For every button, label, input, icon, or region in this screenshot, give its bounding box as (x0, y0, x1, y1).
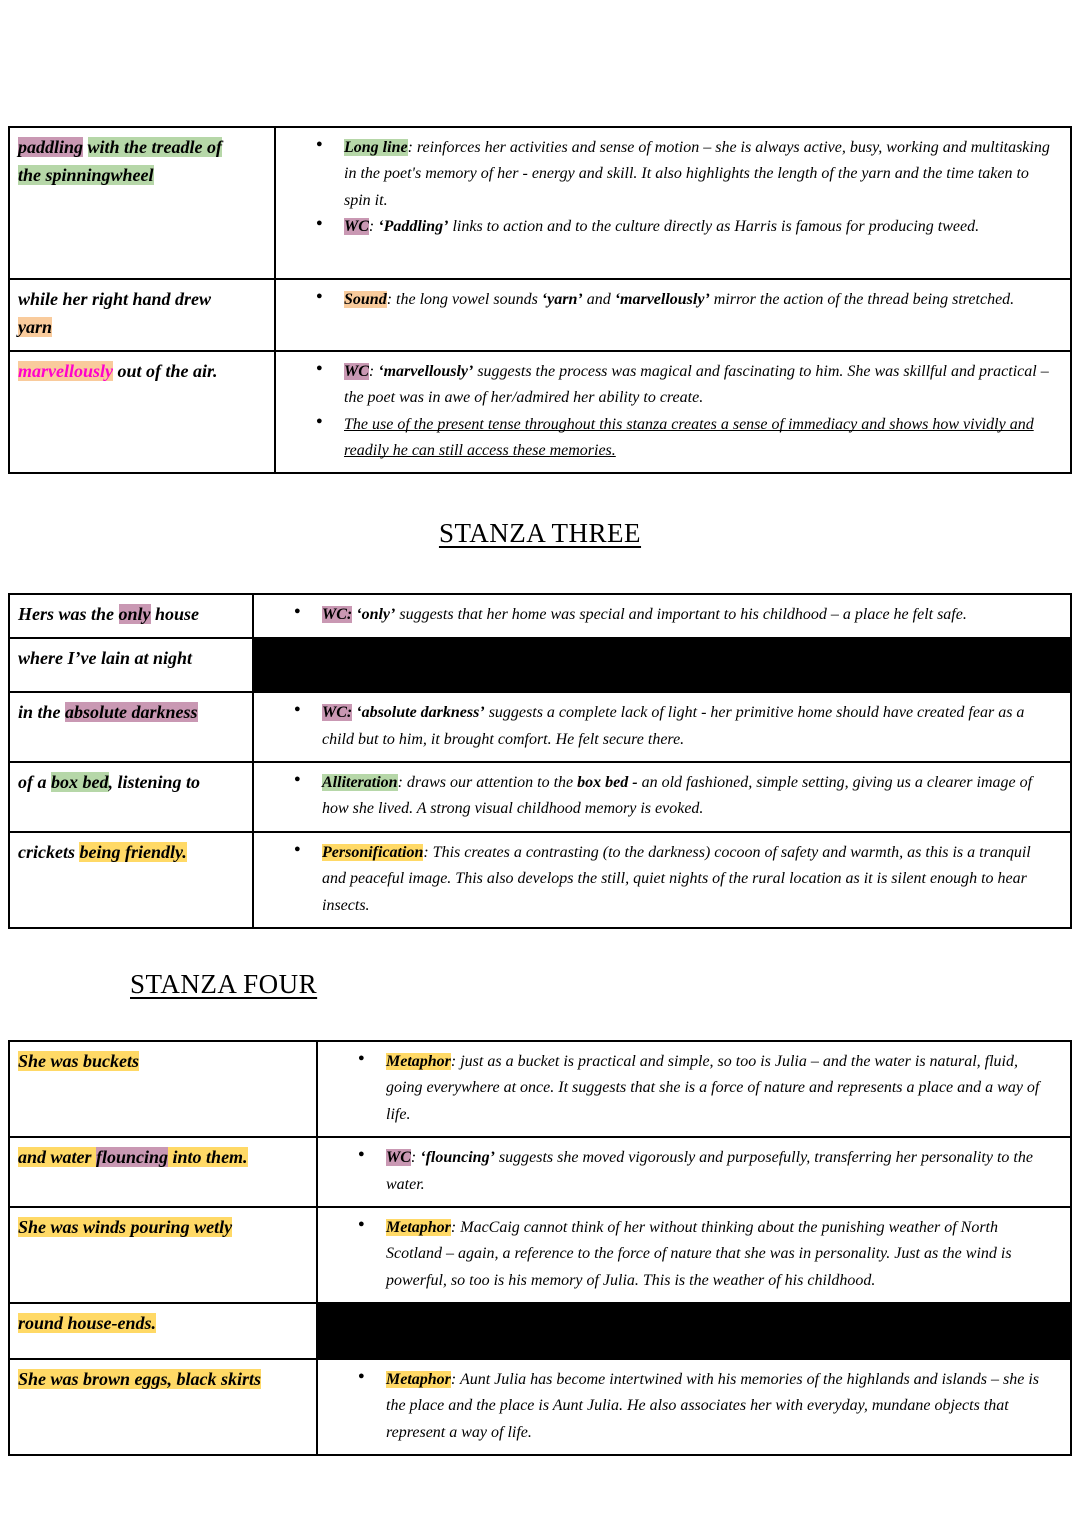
highlighted-text: Metaphor (386, 1052, 451, 1070)
bullet-icon: ● (294, 605, 301, 618)
highlighted-text: the spinningwheel (18, 164, 154, 185)
bullet-text (322, 700, 1062, 753)
analysis-cell (318, 1208, 1070, 1302)
table-row (10, 1042, 1070, 1136)
highlighted-text: being friendly. (79, 841, 187, 862)
table-row (10, 761, 1070, 831)
document-page (0, 126, 1080, 1456)
bullet-icon: ● (358, 1370, 365, 1383)
bullet-item (276, 412, 1062, 465)
bullet-item (318, 1215, 1062, 1294)
text-segment: and (582, 291, 615, 308)
text-segment: ‘absolute darkness’ (356, 704, 485, 722)
analysis-cell (276, 128, 1070, 278)
table-row (10, 1358, 1070, 1454)
text-segment: suggests the process was magical and fascinating to him. She was skillful and practical – the poet was in awe of her/admired her ability to create. (344, 362, 1049, 407)
text-segment: : the long vowel sounds (386, 291, 542, 308)
text-segment: links to action and to the culture directly as Harris is famous for producing tweed. (448, 218, 980, 236)
highlighted-text: with the treadle of (87, 137, 223, 157)
bullet-text (344, 287, 1062, 313)
quote-cell (10, 280, 276, 350)
highlighted-text: paddling (18, 137, 84, 157)
text-segment: : (410, 1149, 421, 1167)
text-segment: : just as a bucket is practical and simple, so too is Julia – and the water is natural, fluid, going everywhere at once. It suggests that she is a force of nature and represents a place and a way of life. (386, 1052, 1040, 1123)
highlighted-text: flouncing (96, 1147, 169, 1168)
quote-cell (10, 639, 254, 691)
quote-cell (10, 1138, 318, 1206)
quote-cell (10, 128, 276, 278)
analysis-cell (254, 595, 1070, 637)
text-segment: an old fashioned, simple setting, giving us a clearer image of how she lived. A strong visual childhood memory is evoked. (322, 774, 1033, 818)
highlighted-text: WC: (322, 704, 353, 722)
analysis-cell (276, 280, 1070, 350)
analysis-cell (254, 693, 1070, 761)
bullet-text (344, 359, 1062, 412)
highlighted-text: Metaphor (386, 1371, 451, 1389)
highlighted-text: Long line (344, 139, 408, 156)
highlighted-text: marvellously (18, 360, 113, 381)
bullet-text (322, 770, 1062, 823)
stanza-four-table (8, 1040, 1072, 1456)
analysis-cell (254, 763, 1070, 831)
text-segment: mirror the action of the thread being stretched. (709, 291, 1015, 308)
bullet-icon: ● (316, 414, 323, 427)
highlighted-text: and water (18, 1147, 97, 1168)
analysis-cell (318, 1360, 1070, 1454)
text-segment: in the (18, 702, 66, 723)
highlighted-text: She was winds pouring wetly (18, 1216, 233, 1237)
quote-cell (10, 833, 254, 927)
bullet-text (386, 1367, 1062, 1446)
highlighted-text: round house-ends. (18, 1313, 157, 1334)
bullet-icon: ● (358, 1051, 365, 1064)
analysis-cell (276, 352, 1070, 473)
table-row (10, 831, 1070, 927)
bullet-text (386, 1049, 1062, 1128)
bullet-item (318, 1367, 1062, 1446)
text-segment: : Aunt Julia has become intertwined with his memories of the highlands and islands – she is the place and the place is Aunt Julia. He also associates her with everyday, mundane objects that represent a way of life. (386, 1371, 1040, 1441)
text-segment: , listening to (108, 772, 201, 793)
text-segment: ‘only’ (356, 606, 396, 624)
bullet-item (318, 1145, 1062, 1198)
text-segment: : (368, 218, 379, 236)
text-segment: The use of the present tense throughout this stanza creates a sense of immediacy and shows how vividly and readily he can still access these memories. (344, 415, 1034, 459)
text-segment: : (368, 362, 379, 380)
text-segment: suggests a complete lack of light - her primitive home should have created fear as a child but to him, it brought comfort. He felt secure there. (322, 704, 1025, 748)
bullet-item (254, 840, 1062, 919)
text-segment: ‘flouncing’ (420, 1149, 495, 1167)
quote-cell (10, 1360, 318, 1454)
quote-cell (10, 763, 254, 831)
table-row (10, 637, 1070, 691)
redacted-cell (318, 1304, 1070, 1358)
stanza-three-heading: STANZA THREE (438, 518, 642, 549)
text-segment: ‘yarn’ (541, 291, 583, 308)
stanza-three-table (8, 593, 1072, 929)
bullet-icon: ● (358, 1217, 365, 1230)
highlighted-text: yarn (18, 316, 53, 337)
bullet-item (254, 700, 1062, 753)
text-segment: suggests that her home was special and important to his childhood – a place he felt safe. (395, 606, 967, 624)
table-row (10, 1206, 1070, 1302)
bullet-text (344, 135, 1062, 214)
bullet-item (276, 359, 1062, 412)
text-segment: : reinforces her activities and sense of motion – she is always active, busy, working and multitasking in the poet's memory of her - energy and skill. It also highlights the length of the yarn and the time taken to spin it. (344, 139, 1050, 209)
text-segment (83, 137, 88, 157)
text-segment: : MacCaig cannot think of her without thinking about the punishing weather of North Scotland – again, a reference to the force of nature that she was in personality. Just as the wind is powerful, so too is his memory of Julia. This is the weather of his childhood. (386, 1218, 1012, 1289)
text-segment: ‘marvellously’ (614, 291, 710, 308)
text-segment: out of the air. (113, 360, 218, 381)
highlighted-text: She was buckets (18, 1050, 140, 1071)
highlighted-text: Alliteration (322, 774, 398, 792)
bullet-icon: ● (294, 773, 301, 786)
table-row (10, 1302, 1070, 1358)
highlighted-text: Metaphor (386, 1218, 451, 1236)
bullet-text (344, 214, 1062, 240)
highlighted-text: into them. (168, 1147, 248, 1168)
text-segment: suggests she moved vigorously and purposefully, transferring her personality to the water. (386, 1149, 1033, 1193)
redacted-cell (254, 639, 1070, 691)
bullet-item (254, 770, 1062, 823)
table-row (10, 128, 1070, 278)
bullet-icon: ● (294, 703, 301, 716)
stanza-four-heading: STANZA FOUR (130, 968, 318, 999)
table-row (10, 278, 1070, 350)
quote-cell (10, 1042, 318, 1136)
text-segment: of a (18, 772, 51, 793)
bullet-icon: ● (294, 842, 301, 855)
text-segment: house (150, 604, 200, 625)
highlighted-text: She was brown eggs, black skirts (18, 1369, 262, 1390)
bullet-item (254, 602, 1062, 628)
highlighted-text: Sound (344, 291, 387, 308)
highlighted-text: Personification (322, 843, 424, 861)
text-segment: ‘marvellously’ (378, 362, 474, 380)
bullet-icon: ● (316, 138, 323, 150)
highlighted-text: WC: (322, 606, 353, 624)
highlighted-text: only (118, 604, 151, 625)
table-row (10, 350, 1070, 473)
bullet-text (386, 1145, 1062, 1198)
bullet-item (318, 1049, 1062, 1128)
bullet-item (276, 287, 1062, 313)
bullet-icon: ● (316, 217, 323, 230)
analysis-cell (254, 833, 1070, 927)
text-segment: : draws our attention to the (397, 774, 578, 792)
bullet-text (344, 412, 1062, 465)
highlighted-text: box bed (51, 772, 109, 793)
highlighted-text: WC (344, 362, 369, 380)
bullet-text (322, 602, 1062, 628)
quote-cell (10, 352, 276, 473)
text-segment: while her right hand drew (18, 289, 212, 309)
text-segment: crickets (18, 841, 80, 862)
quote-cell (10, 693, 254, 761)
stanza-two-table (8, 126, 1072, 474)
text-segment: ‘Paddling’ (378, 218, 449, 236)
quote-cell (10, 1208, 318, 1302)
analysis-cell (318, 1138, 1070, 1206)
highlighted-text: WC (386, 1149, 411, 1167)
analysis-cell (318, 1042, 1070, 1136)
table-row (10, 595, 1070, 637)
quote-cell (10, 1304, 318, 1358)
text-segment: where I’ve lain at night (18, 648, 193, 669)
text-segment: box bed - (577, 774, 638, 792)
text-segment: Hers was the (18, 604, 119, 625)
table-row (10, 1136, 1070, 1206)
table-row (10, 691, 1070, 761)
bullet-item (276, 214, 1062, 240)
bullet-text (386, 1215, 1062, 1294)
quote-cell (10, 595, 254, 637)
highlighted-text: absolute darkness (65, 702, 198, 723)
bullet-icon: ● (358, 1148, 365, 1161)
bullet-item (276, 135, 1062, 214)
bullet-icon: ● (316, 290, 323, 302)
text-segment: : This creates a contrasting (to the darkness) cocoon of safety and warmth, as this is a tranquil and peaceful image. This also develops the still, quiet nights of the rural location as it is silent enough to hear insects. (322, 843, 1031, 914)
bullet-icon: ● (316, 361, 323, 374)
highlighted-text: WC (344, 218, 369, 236)
bullet-text (322, 840, 1062, 919)
